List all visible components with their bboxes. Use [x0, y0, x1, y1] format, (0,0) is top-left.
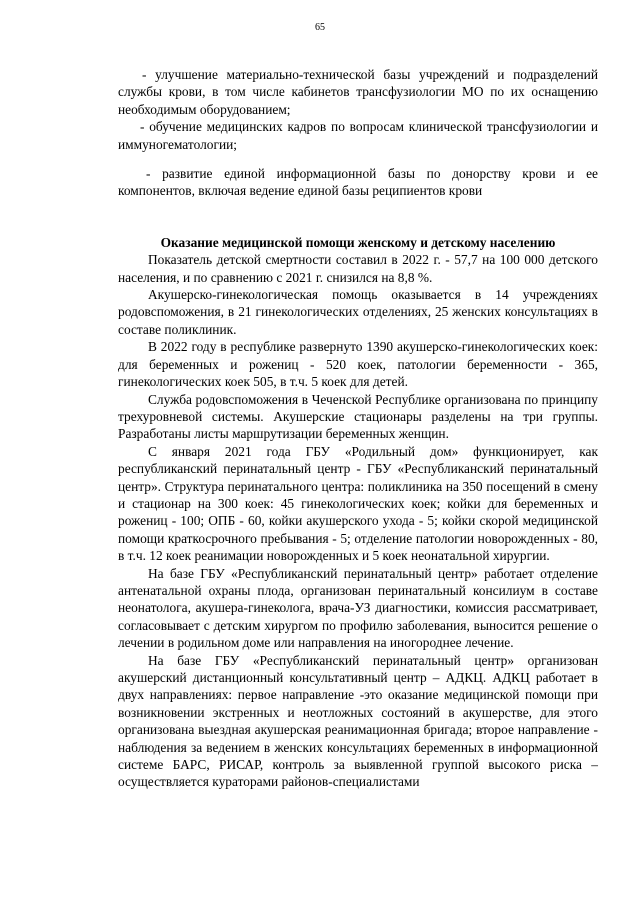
- paragraph-beds: В 2022 году в республике развернуто 1390 акушерско-гинекологических коек: для беременных и рожениц - 520 коек, патологии беременности - 365, гинекологических коек 505, в т.ч. 5 коек для детей.: [118, 339, 598, 390]
- paragraph-obstetric-help: Акушерско-гинекологическая помощь оказывается в 14 учреждениях родовспоможения, в 21 гинекологических отделениях, 25 женских консультациях в составе поликлиник.: [118, 287, 598, 337]
- paragraph-perinatal-center: С января 2021 года ГБУ «Родильный дом» функционирует, как республиканский перинатальный центр - ГБУ «Республиканский перинатальный центр». Структура перинатального центра: поликлиника на 350 посещений в смену и стационар на 300 коек: 45 гинекологических коек; койки для беременных и рожениц - 100; ОПБ - 60, койки акушерского ухода - 5; койки скорой медицинской помощи краткосрочного пребывания - 5; отделение патологии новорожденных - 80, в т.ч. 12 коек реанимации новорожденных и 5 коек неонатальной хирургии.: [118, 443, 598, 564]
- bullet-item-training: - обучение медицинских кадров по вопросам клинической трансфузиологии и иммуногематологии;: [118, 119, 598, 152]
- bullet-item-equipment: - улучшение материально-технической базы учреждений и подразделений службы крови, в том числе кабинетов трансфузиологии МО по их оснащению необходимым оборудованием;: [118, 67, 598, 117]
- paragraph-child-mortality: Показатель детской смертности составил в 2022 г. - 57,7 на 100 000 детского населения, и по сравнению с 2021 г. снизился на 8,8 %.: [118, 252, 598, 285]
- page-number: 65: [315, 22, 325, 33]
- section-title: Оказание медицинской помощи женскому и детскому населению: [160, 234, 556, 250]
- paragraph-antenatal-department: На базе ГБУ «Республиканский перинатальный центр» работает отделение антенатальной охраны плода, организован перинатальный консилиум в составе неонатолога, акушера-гинеколога, врача-УЗ диагностики, комиссия рассматривает, согласовывает с детским хирургом по профилю заболевания, выносится решение о лечении в родильном доме или направления на иногороднее лечение.: [118, 565, 598, 651]
- paragraph-three-level-system: Служба родовспоможения в Чеченской Республике организована по принципу трехуровневой системы. Акушерские стационары разделены на три группы. Разработаны листы маршрутизации беременных женщин.: [118, 391, 598, 442]
- paragraph-remote-consulting-center: На базе ГБУ «Республиканский перинатальный центр» организован акушерский дистанционный консультативный центр – АДКЦ. АДКЦ работает в двух направлениях: первое направление -это оказание медицинской помощи при возникновении экстренных и неотложных состояний в акушерстве, для этого организована выездная акушерская реанимационная бригада; второе направление - наблюдения за ведением в женских консультациях беременных в информационной системе БАРС, РИСАР, контроль за выявленной группой высокого риска – осуществляется кураторами районов-специалистами: [118, 652, 598, 790]
- bullet-item-database: - развитие единой информационной базы по донорству крови и ее компонентов, включая ведение единой базы реципиентов крови: [118, 166, 598, 199]
- document-body: [118, 66, 598, 791]
